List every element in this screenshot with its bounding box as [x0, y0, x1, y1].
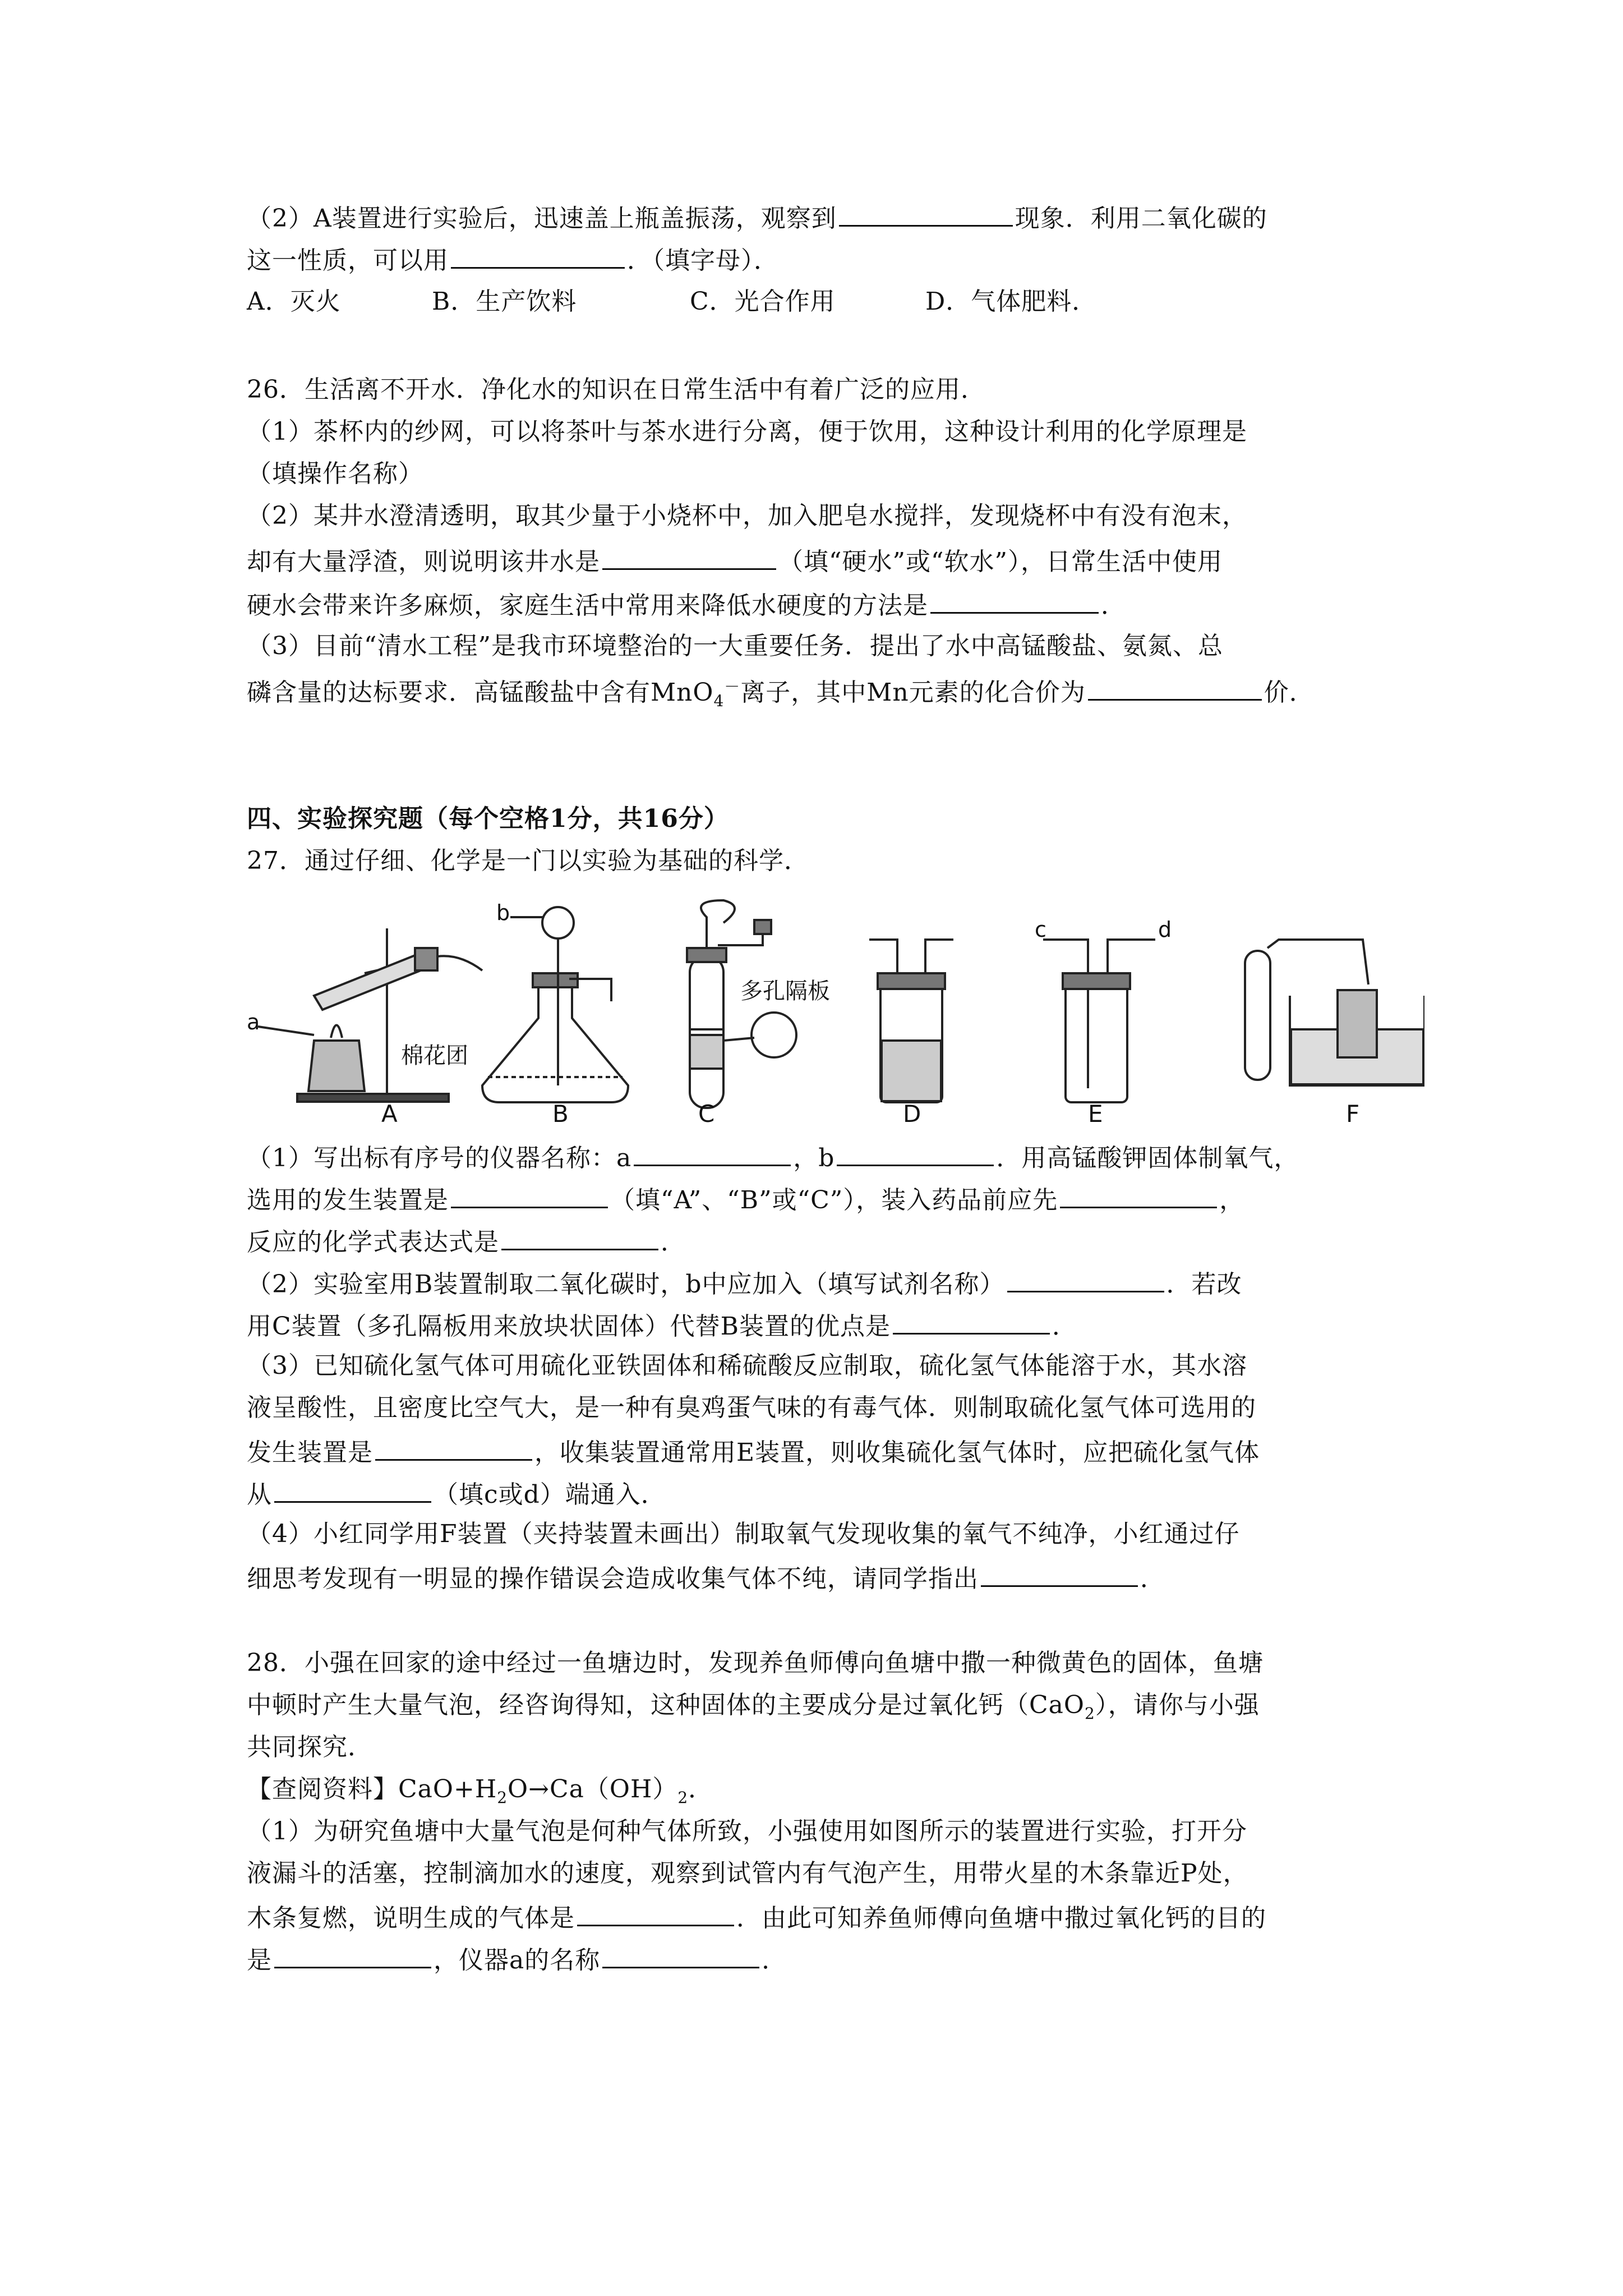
- text: 价．: [1264, 678, 1315, 707]
- text: 离子，其中Mn元素的化合价为: [740, 678, 1086, 707]
- q28-p1-line-2: 液漏斗的活塞，控制滴加水的速度，观察到试管内有气泡产生，用带火星的木条靠近P处，: [247, 1859, 1248, 1888]
- text: ，b: [793, 1144, 835, 1172]
- q28-p1-line-4: [247, 1941, 787, 1977]
- answer-blank[interactable]: [501, 1223, 658, 1250]
- text: 是: [247, 1946, 272, 1975]
- text: 细思考发现有一明显的操作错误会造成收集气体不纯，请同学指出: [247, 1565, 979, 1593]
- answer-blank[interactable]: [930, 586, 1099, 614]
- apparatus-f: [1245, 940, 1424, 1085]
- label-b: B: [552, 1100, 569, 1125]
- label-a: A: [381, 1100, 398, 1125]
- text: ．用高锰酸钾固体制氧气，: [996, 1144, 1299, 1172]
- text: ．由此可知养鱼师傅向鱼塘中撒过氧化钙的目的: [736, 1904, 1266, 1932]
- answer-blank[interactable]: [602, 542, 776, 570]
- text: （1）写出标有序号的仪器名称：a: [247, 1144, 632, 1172]
- q27-p3-line-1: （3）已知硫化氢气体可用硫化亚铁固体和稀硫酸反应制取，硫化氢气体能溶于水，其水溶: [247, 1351, 1247, 1380]
- text: 中顿时产生大量气泡，经咨询得知，这种固体的主要成分是过氧化钙（CaO: [247, 1691, 1085, 1719]
- text: ．: [1052, 1312, 1077, 1341]
- text: （填“硬水”或“软水”），日常生活中使用: [778, 547, 1223, 576]
- apparatus-e: [1043, 940, 1155, 1102]
- answer-blank[interactable]: [451, 241, 625, 269]
- q26-p3-line-2: [247, 673, 1315, 710]
- text: 这一性质，可以用: [247, 246, 449, 275]
- option-d: D．气体肥料．: [925, 287, 1098, 316]
- q27-p2-line-2: [247, 1307, 1077, 1343]
- q27-p3-line-3: [247, 1433, 1260, 1470]
- text: ．: [1101, 591, 1126, 620]
- text: 用C装置（多孔隔板用来放块状固体）代替B装置的优点是: [247, 1312, 891, 1341]
- q26-p2-line-2: [247, 542, 1223, 579]
- text: ，收集装置通常用E装置，则收集硫化氢气体时，应把硫化氢气体: [534, 1438, 1260, 1467]
- q28-p1-line-3: [247, 1899, 1266, 1935]
- answer-blank[interactable]: [274, 1475, 431, 1503]
- superscript: －: [724, 677, 741, 696]
- answer-blank[interactable]: [375, 1433, 532, 1461]
- mark-b: b: [496, 900, 510, 925]
- q25-line-1: [247, 199, 1267, 236]
- q27-p4-line-1: （4）小红同学用F装置（夹持装置未画出）制取氧气发现收集的氧气不纯净，小红通过仔: [247, 1520, 1240, 1548]
- text: （2）A装置进行实验后，迅速盖上瓶盖振荡，观察到: [247, 204, 837, 233]
- apparatus-c: [687, 900, 796, 1108]
- label-f: F: [1346, 1100, 1360, 1125]
- apparatus-figure: [247, 895, 1424, 1125]
- option-b: B．生产饮料: [432, 287, 577, 316]
- text: ．（填字母）．: [627, 246, 779, 275]
- q27-p1-line-3: [247, 1223, 686, 1259]
- text: （填c或d）端通入．: [434, 1480, 666, 1509]
- text: ，: [1219, 1186, 1245, 1214]
- text: 发生装置是: [247, 1438, 373, 1467]
- mark-a: a: [247, 1010, 260, 1034]
- text: 从: [247, 1480, 272, 1509]
- q25-options: [247, 285, 1097, 319]
- answer-blank[interactable]: [837, 1139, 994, 1166]
- label-c: C: [698, 1100, 715, 1125]
- text: 【查阅资料】CaO+H: [247, 1775, 497, 1803]
- text: ．: [1140, 1565, 1165, 1593]
- mark-d: d: [1158, 917, 1172, 942]
- apparatus-d: [869, 940, 953, 1102]
- q27-p3-line-4: [247, 1475, 666, 1512]
- q26-p1-line-1: （1）茶杯内的纱网，可以将茶叶与茶水进行分离，便于饮用，这种设计利用的化学原理是: [247, 417, 1247, 446]
- text: ），请你与小强: [1095, 1691, 1260, 1719]
- subscript: 4: [713, 691, 725, 710]
- q27-p3-line-2: 液呈酸性，且密度比空气大，是一种有臭鸡蛋气味的有毒气体．则制取硫化氢气体可选用的: [247, 1393, 1256, 1422]
- label-e: E: [1088, 1100, 1103, 1125]
- mark-c: c: [1035, 917, 1046, 942]
- text: 现象．利用二氧化碳的: [1015, 204, 1267, 233]
- answer-blank[interactable]: [893, 1307, 1050, 1335]
- porous-plate-label: 多孔隔板: [740, 978, 830, 1004]
- subscript: 2: [497, 1788, 508, 1807]
- answer-blank[interactable]: [602, 1941, 759, 1968]
- apparatus-b: [482, 907, 628, 1102]
- q26-p2-line-1: （2）某井水澄清透明，取其少量于小烧杯中，加入肥皂水搅拌，发现烧杯中有没有泡末，: [247, 501, 1247, 530]
- text: ，仪器a的名称: [434, 1946, 601, 1975]
- answer-blank[interactable]: [634, 1139, 791, 1166]
- text: ．若改: [1166, 1270, 1242, 1299]
- q28-p1-line-1: （1）为研究鱼塘中大量气泡是何种气体所致，小强使用如图所示的装置进行实验，打开分: [247, 1817, 1247, 1846]
- text: 磷含量的达标要求．高锰酸盐中含有MnO: [247, 678, 714, 707]
- q27-p2-line-1: [247, 1265, 1242, 1301]
- q26-p2-line-3: [247, 586, 1126, 623]
- q28-stem-line-1: 28．小强在回家的途中经过一鱼塘边时，发现养鱼师傅向鱼塘中撒一种微黄色的固体，鱼塘: [247, 1649, 1264, 1677]
- section-heading: 四、实验探究题（每个空格1分，共16分）: [247, 804, 729, 833]
- answer-blank[interactable]: [274, 1941, 431, 1968]
- answer-blank[interactable]: [981, 1559, 1138, 1587]
- answer-blank[interactable]: [839, 199, 1013, 227]
- answer-blank[interactable]: [451, 1181, 608, 1208]
- text: 反应的化学式表达式是: [247, 1228, 499, 1257]
- answer-blank[interactable]: [1060, 1181, 1217, 1208]
- text: 木条复燃，说明生成的气体是: [247, 1904, 575, 1932]
- q25-line-2: [247, 241, 779, 278]
- option-a: A．灭火: [247, 287, 341, 316]
- q26-p3-line-1: （3）目前“清水工程”是我市环境整治的一大重要任务．提出了水中高锰酸盐、氨氮、总: [247, 632, 1223, 660]
- label-d: D: [903, 1100, 921, 1125]
- apparatus-diagram: [247, 895, 1424, 1125]
- q27-p1-line-1: [247, 1139, 1299, 1175]
- q27-p4-line-2: [247, 1559, 1165, 1596]
- q28-stem-line-2: [247, 1688, 1260, 1722]
- text: （2）实验室用B装置制取二氧化碳时，b中应加入（填写试剂名称）: [247, 1270, 1005, 1299]
- text: ．: [688, 1775, 714, 1803]
- text: ．: [661, 1228, 686, 1257]
- text: （填“A”、“B”或“C”），装入药品前应先: [610, 1186, 1058, 1214]
- q27-p1-line-2: [247, 1181, 1244, 1217]
- text: 选用的发生装置是: [247, 1186, 449, 1214]
- q28-reference: [247, 1773, 713, 1806]
- text: 却有大量浮渣，则说明该井水是: [247, 547, 600, 576]
- q27-stem: 27．通过仔细、化学是一门以实验为基础的科学．: [247, 846, 809, 875]
- text: 硬水会带来许多麻烦，家庭生活中常用来降低水硬度的方法是: [247, 591, 928, 620]
- q28-stem-line-3: 共同探究．: [247, 1733, 373, 1761]
- q26-stem: 26．生活离不开水．净化水的知识在日常生活中有着广泛的应用．: [247, 375, 986, 404]
- text: O→Ca（OH）: [508, 1775, 678, 1803]
- subscript: 2: [677, 1788, 689, 1807]
- answer-blank[interactable]: [577, 1899, 734, 1926]
- text: ．: [762, 1946, 787, 1975]
- subscript: 2: [1084, 1704, 1095, 1723]
- answer-blank[interactable]: [1007, 1265, 1164, 1292]
- option-c: C．光合作用: [690, 287, 836, 316]
- q26-p1-line-2: （填操作名称）: [247, 459, 423, 488]
- apparatus-a: [258, 928, 482, 1102]
- cotton-label: 棉花团: [401, 1043, 468, 1069]
- answer-blank[interactable]: [1088, 673, 1262, 701]
